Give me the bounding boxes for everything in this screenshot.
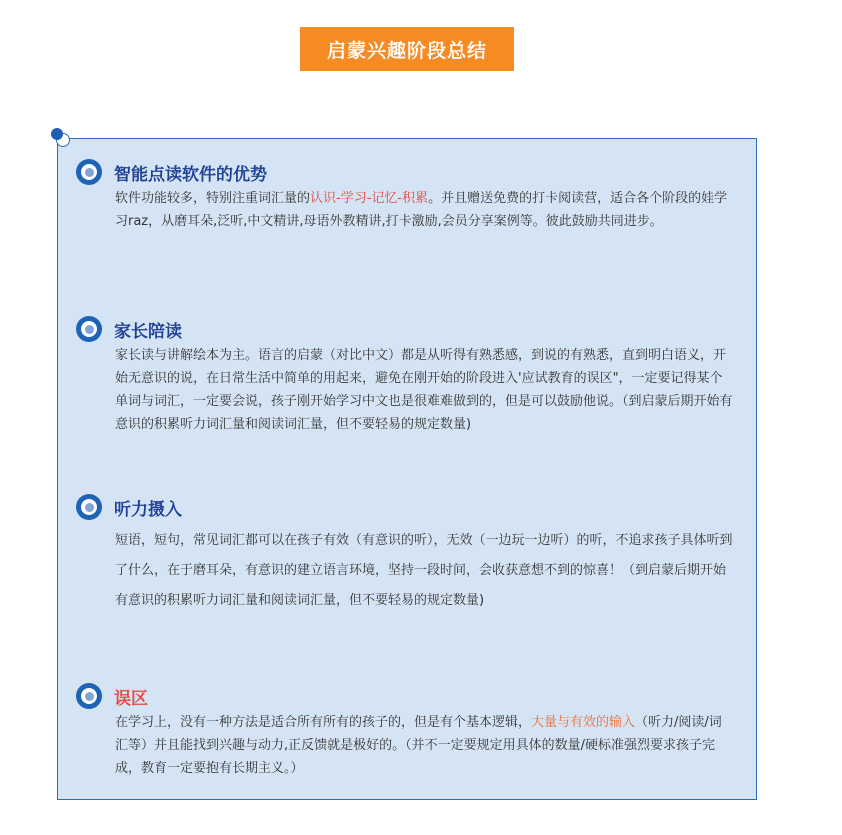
target-circle-icon <box>76 159 102 185</box>
corner-dot-decoration <box>51 128 63 140</box>
highlight-text: 认识-学习-记忆-积累 <box>310 191 429 206</box>
section-body: 短语，短句，常见词汇都可以在孩子有效（有意识的听），无效（一边玩一边听）的听，不追求孩子具体听到了什么，在于磨耳朵，有意识的建立语言环境，坚持一段时间，会收获意想不到的惊喜！（到启蒙后期开始有意识的积累听力词汇量和阅读词汇量，但不要轻易的规定数量) <box>115 533 733 608</box>
body-text: 在学习上，没有一种方法是适合所有所有的孩子的，但是有个基本逻辑， <box>115 715 532 730</box>
body-text: 软件功能较多，特别注重词汇量的 <box>115 191 311 206</box>
section-misconceptions <box>76 683 736 780</box>
section-body <box>115 187 733 233</box>
highlight-text: 大量与有效的输入 <box>531 715 636 730</box>
section-heading: 听力摄入 <box>114 499 182 520</box>
section-body <box>115 711 733 780</box>
target-circle-icon <box>76 683 102 709</box>
section-body: 家长读与讲解绘本为主。语言的启蒙（对比中文）都是从听得有熟悉感，到说的有熟悉，直到明白语义，开始无意识的说，在日常生活中简单的用起来，避免在刚开始的阶段进入'应试教育的误区"，一定要记得某个单词与词汇，一定要会说，孩子刚开始学习中文也是很难难做到的，但是可以鼓励他说。（到启蒙后期开始有意识的积累听力词汇量和阅读词汇量，但不要轻易的规定数量) <box>115 348 733 432</box>
section-heading: 误区 <box>114 688 148 709</box>
body-text: （听力/阅读/词汇等）并且能找到兴趣与动力,正反馈就是极好的。（并不一定要规定用具体的数量/硬标准强烈要求孩子完成，教育一定要抱有长期主义。） <box>115 715 722 776</box>
section-parent-reading <box>76 316 736 436</box>
section-heading: 智能点读软件的优势 <box>114 164 267 185</box>
target-circle-icon <box>76 316 102 342</box>
body-text: 。并且赠送免费的打卡阅读营，适合各个阶段的娃学习raz，从磨耳朵,泛听,中文精讲,母语外教精讲,打卡激励,会员分享案例等。彼此鼓励共同进步。 <box>115 191 728 229</box>
section-smart-reading <box>76 159 736 233</box>
target-circle-icon <box>76 494 102 520</box>
page-title: 启蒙兴趣阶段总结 <box>300 27 514 71</box>
section-listening-input <box>76 494 736 616</box>
section-heading: 家长陪读 <box>114 321 182 342</box>
